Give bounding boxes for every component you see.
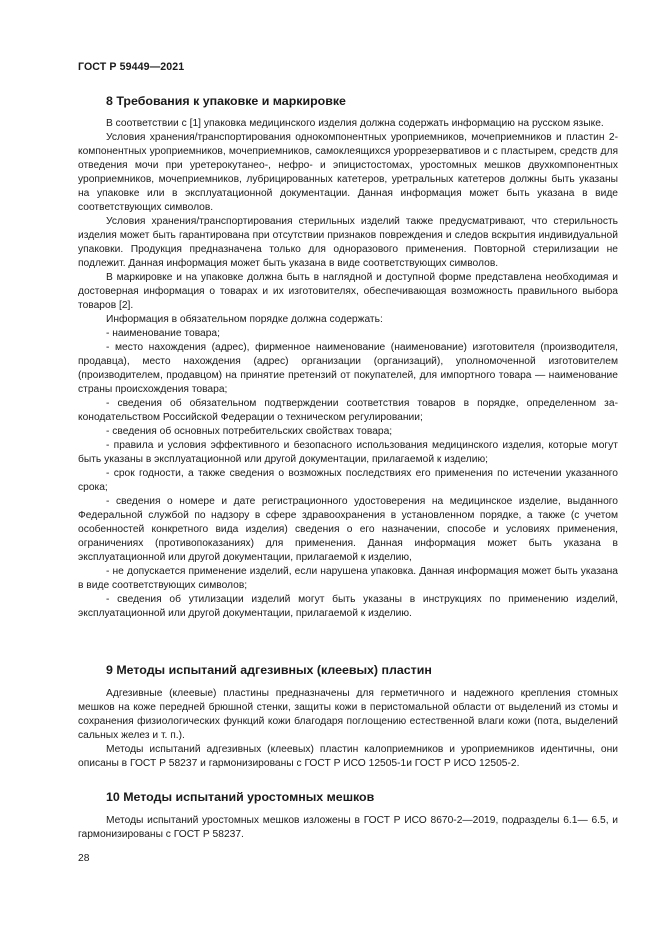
standard-code-header: ГОСТ Р 59449—2021: [78, 61, 185, 73]
page-number: 28: [78, 853, 90, 864]
paragraph: Методы испытаний уростомных мешков изложены в ГОСТ Р ИСО 8670-2—2019, подразделы 6.1— 6.5, и гармонизированы с ГОСТ Р 58237.: [78, 815, 618, 840]
section-8: [78, 93, 618, 621]
paragraph: В маркировке и на упаковке должна быть в наглядной и доступной форме представлена необходимая и достоверная информация о товарах и их изготовителях, обеспечивающая возможность правильного выбора товаров [2].: [78, 272, 618, 311]
section-10: [78, 789, 618, 842]
section-8-heading: 8 Требования к упаковке и маркировке: [106, 94, 346, 108]
list-item: - сведения об утилизации изделий могут быть указаны в инструкциях по применению изделий, эксплуатационной или другой документации, прилагаемой к изделию.: [78, 594, 618, 619]
list-item: - сведения о номере и дате регистрационного удостоверения на медицинское изделие, выданного Федеральной службой по надзору в сфере здравоохранения в установленном порядке, а также (с учетом особенностей конкретного вида изделия) сведения о его назначении, способе и условиях применения, ограничениях (противопоказаниях) для применения. Данная информация может быть указана в эксплуатационной или другой документации, прилагаемой к изделию,: [78, 496, 618, 563]
paragraph: Адгезивные (клеевые) пластины предназначены для герметичного и надежного крепления стомных мешков на коже передней брюшной стенки, защиты кожи в перистомальной области от выделений из стомы и сохранения физиологических функций кожи благодаря поглощению естественной влаги кожи (пота, выделений сальных желез и т. п.).: [78, 688, 618, 741]
section-9-heading: 9 Методы испытаний адгезивных (клеевых) пластин: [106, 663, 432, 677]
list-item: - не допускается применение изделий, если нарушена упаковка. Данная информация может быть указана в виде соответствующих символов;: [78, 566, 618, 591]
list-item: - правила и условия эффективного и безопасного использования медицинского изделия, которые могут быть указаны в эксплуатационной или другой документации, прилагаемой к изделию;: [78, 440, 618, 465]
paragraph: Условия хранения/транспортирования стерильных изделий также предусматривают, что стерильность изделия может быть гарантирована при отсутствии признаков повреждения и следов вскрытия индивидуальной упаковки. Продукция предназначена только для одноразового применения. Повторной стерилизации не подлежит. Данная информация может быть указана в виде соответствующих символов.: [78, 216, 618, 269]
list-item: - наименование товара;: [106, 328, 220, 339]
section-9: [78, 662, 618, 771]
paragraph: Информация в обязательном порядке должна содержать:: [106, 314, 383, 325]
list-item: - сведения об обязательном подтверждении соответствия товаров в порядке, определенном законодательством Российской Федерации о техническом регулировании;: [78, 398, 618, 423]
paragraph: Методы испытаний адгезивных (клеевых) пластин калоприемников и уроприемников идентичны, они описаны в ГОСТ Р 58237 и гармонизированы с ГОСТ Р ИСО 12505-1и ГОСТ Р ИСО 12505-2.: [78, 744, 618, 769]
list-item: - сведения об основных потребительских свойствах товара;: [106, 426, 393, 437]
paragraph: Условия хранения/транспортирования однокомпонентных уроприемников, мочеприемников и пластин 2-компонентных уроприемников, мочеприемников, самоклеящихся урopрезервативов и с пластырем, средств для отведения мочи при уретерокутанео-, нефро- и эпицистостомах, уростомных мешков двухкомпонентных уроприемников, мочеприемников, лубрицированных катетеров, уретральных катетеров должны быть указаны на упаковке или в эксплуатационной документации. Данная информация может быть указана в виде соответствующих символов.: [78, 132, 618, 213]
section-10-heading: 10 Методы испытаний уростомных мешков: [106, 790, 375, 804]
list-item: - срок годности, а также сведения о возможных последствиях его применения по истечении указанного срока;: [78, 468, 618, 493]
list-item: - место нахождения (адрес), фирменное наименование (наименование) изготовителя (производителя, продавца), место нахождения (адрес) организации (организаций), уполномоченной изготовителем (производителем, продавцом) на принятие претензий от покупателей, для импортного товара — наименование страны происхождения товара;: [78, 342, 618, 395]
paragraph: В соответствии с [1] упаковка медицинского изделия должна содержать информацию на русском языке.: [106, 118, 604, 129]
